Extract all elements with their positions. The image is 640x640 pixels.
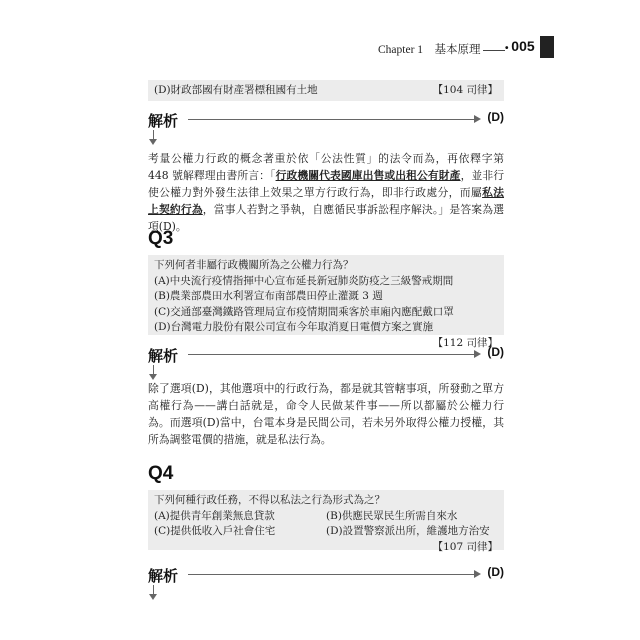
explanation-header [148,565,504,601]
page-number: • 005 [505,38,535,54]
option-b: (B)農業部農田水利署宣布南部農田停止灌溉 3 週 [154,290,383,302]
down-arrow-icon [153,130,154,140]
arrow-line [188,574,478,575]
option-b: (B)供應民眾民生所需自來水 [326,509,458,522]
arrow-line [188,119,478,120]
question-box [148,255,504,349]
option-c: (C)提供低收入戶社會住宅 [154,525,276,537]
prev-question-box [148,80,504,101]
answer-label: (D) [487,345,504,359]
option-a: (A)中央流行疫情指揮中心宣布延長新冠肺炎防疫之三級警戒期間 [154,274,454,287]
explanation-header [148,110,504,146]
down-arrow-icon [153,365,154,375]
answer-label: (D) [487,110,504,124]
q3-explanation: 除了選項(D)，其他選項中的行政行為，都是就其管轄事項，所發動之單方高權行為——講白話就是，命令人民做某件事——所以都屬於公權力行為。而選項(D)當中，台電本身是民間公司，若未另外取得公權力授權，其所為調整電價的措施，就是私法行為。 [148,382,504,446]
question-text: 下列何者非屬行政機關所為之公權力行為？ [154,259,354,271]
source-row [154,540,498,556]
header-rule [483,50,505,51]
source-tag: 【107 司律】 [432,540,498,553]
prev-explanation: 考量公權力行政的概念著重於依「公法性質」的法令而為，再依釋字第 448 號解釋理由書所言：「行政機關代表國庫出售或出租公有財產，並非行使公權力對外發生法律上效果之單方行政行為，即非行政處分，而屬私法上契約行為，當事人若對之爭執，自應循民事訴訟程序解決。」是答案為選項(D)。 [148,152,505,233]
question-box [148,490,504,553]
source-tag: 【104 司律】 [432,84,498,96]
option-d: (D)台灣電力股份有限公司宣布今年取消夏日電價方案之實施 【112 司律】 [154,320,498,351]
arrow-line [188,354,478,355]
jiexi-label: 解析 [148,568,179,585]
source-tag: 【112 司律】 [432,336,498,349]
answer-label: (D) [487,565,504,579]
corner-tab [540,36,554,58]
down-arrow-icon [153,585,154,595]
options-grid [154,509,498,540]
explanation-header [148,345,504,381]
underlined-phrase: 私法上契約行為 [148,186,505,216]
jiexi-label: 解析 [148,113,179,130]
question-title: Q3 [148,228,174,249]
option-a: (A)提供青年創業無息貸款 [154,509,275,522]
option-d: (D)財政部國有財產署標租國有土地 【104 司律】 [154,83,498,99]
chapter-title: Chapter 1 基本原理 [378,44,481,56]
page-header [0,38,640,62]
option-c: (C)交通部臺灣鐵路管理局宣布疫情期間乘客於車廂內應配戴口罩 [154,305,454,318]
question-text: 下列何種行政任務，不得以私法之行為形式為之？ [154,494,385,506]
option-d: (D)設置警察派出所，維護地方治安 [326,525,490,537]
underlined-phrase: 行政機關代表國庫出售或出租公有財產 [275,169,461,182]
jiexi-label: 解析 [148,348,179,365]
question-title: Q4 [148,463,174,484]
